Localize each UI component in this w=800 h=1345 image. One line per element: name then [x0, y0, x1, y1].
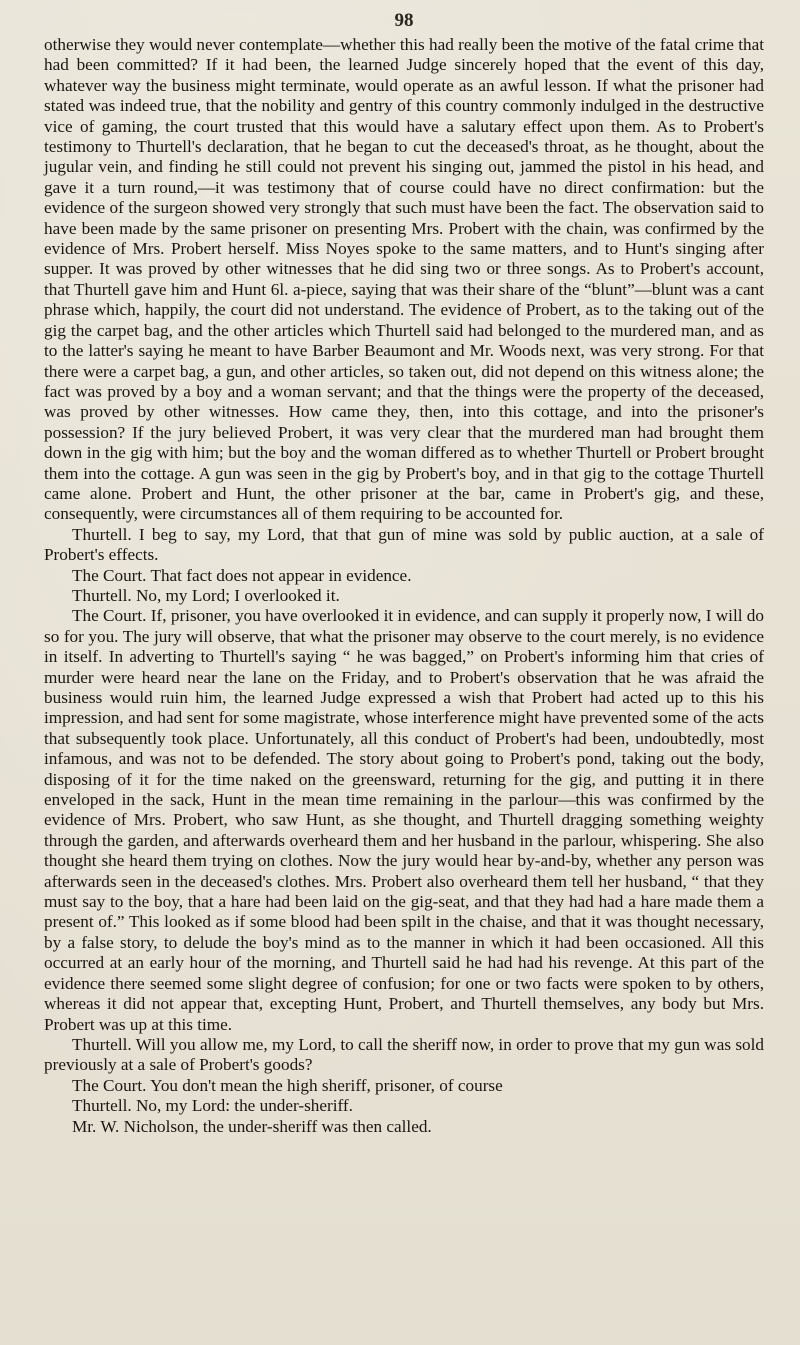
paragraph-1: otherwise they would never contemplate—whether this had really been the motive of the fatal crime that had been committed? If it had been, the learned Judge sincerely hoped that the event of this day, whatever way the business might terminate, would operate as an awful lesson. If what the prisoner had stated was indeed true, that the nobility and gentry of this country commonly indulged in the destructive vice of gaming, the court trusted that this would have a salutary effect upon them. As to Probert's testimony to Thurtell's declaration, that he began to cut the deceased's throat, as he thought, about the jugular vein, and finding he still could not prevent his singing out, jammed the pistol in his head, and gave it a turn round,—it was testimony that of course could have no direct confirmation: but the evidence of the surgeon showed very strongly that such must have been the fact. The observation said to have been made by the same prisoner on presenting Mrs. Probert with the chain, was confirmed by the evidence of Mrs. Probert herself. Miss Noyes spoke to the same matters, and to Hunt's singing after supper. It was proved by other witnesses that he did sing two or three songs. As to Probert's account, that Thurtell gave him and Hunt 6l. a-piece, saying that was their share of the “blunt”—blunt was a cant phrase which, happily, the court did not understand. The evidence of Probert, as to the taking out of the gig the carpet bag, and the other articles which Thurtell said had belonged to the murdered man, and as to the latter's saying he meant to have Barber Beaumont and Mr. Woods next, was very strong. For that there were a carpet bag, a gun, and other articles, so taken out, did not depend on this witness alone; the fact was proved by a boy and a woman servant; and that the things were the property of the deceased, was proved by other witnesses. How came they, then, into this cottage, and into the prisoner's possession? If the jury believed Probert, it was very clear that the murdered man had brought them down in the gig with him; but the boy and the woman differed as to whether Thurtell or Probert brought them into the cottage. A gun was seen in the gig by Probert's boy, and in that gig to the cottage Thurtell came alone. Probert and Hunt, the other prisoner at the bar, came in Probert's gig, and these, consequently, were circumstances all of them requiring to be accounted for. — [44, 35, 764, 524]
paragraph-3: The Court. That fact does not appear in evidence. — [72, 565, 412, 585]
paragraph-8: Thurtell. No, my Lord: the under-sheriff. — [72, 1096, 353, 1116]
paragraph-5: The Court. If, prisoner, you have overlooked it in evidence, and can supply it properly now, I will do so for you. The jury will observe, that what the prisoner may observe to the court merely, is no evidence in itself. In adverting to Thurtell's saying “ he was bagged,” on Probert's informing him that cries of murder were heard near the lane on the Friday, and to Probert's observation that he was afraid the business would ruin him, the learned Judge expressed a wish that Probert had acted up to this his impression, and had sent for some magistrate, whose interference might have prevented some of the acts that subsequently took place. Unfortunately, all this conduct of Probert's had been, undoubtedly, most infamous, and was not to be defended. The story about going to Probert's pond, taking out the body, disposing of it for the time naked on the greensward, returning for the gig, and putting it in there enveloped in the sack, Hunt in the mean time remaining in the parlour—this was confirmed by the evidence of Mrs. Probert, who saw Hunt, as she thought, and Thurtell dragging something weighty through the garden, and afterwards overheard them and her husband in the parlour, whispering. She also thought she heard them trying on clothes. Now the jury would hear by-and-by, whether any person was afterwards seen in the deceased's clothes. Mrs. Probert also overheard them tell her husband, “ that they must say to the boy, that a hare had been laid on the gig-seat, and that they had had a hare made them a present of.” This looked as if some blood had been spilt in the chaise, and that it was thought necessary, by a false story, to delude the boy's mind as to the manner in which it had been occasioned. All this occurred at an early hour of the morning, and Thurtell said he had had his revenge. At this part of the evidence there seemed some slight degree of confusion; for one or two facts were spoken to by others, whereas it did not appear that, excepting Hunt, Probert, and Thurtell themselves, any body but Mrs. Probert was up at this time. — [44, 606, 764, 1034]
paragraph-7: The Court. You don't mean the high sheriff, prisoner, of course — [72, 1075, 503, 1095]
paragraph-2: Thurtell. I beg to say, my Lord, that that gun of mine was sold by public auction, at a sale of Probert's effects. — [44, 524, 764, 565]
page-number: 98 — [394, 10, 414, 31]
body-text — [44, 35, 764, 1137]
paragraph-6: Thurtell. Will you allow me, my Lord, to call the sheriff now, in order to prove that my gun was sold previously at a sale of Probert's goods? — [44, 1034, 764, 1075]
paragraph-9: Mr. W. Nicholson, the under-sheriff was then called. — [72, 1116, 432, 1136]
paragraph-4: Thurtell. No, my Lord; I overlooked it. — [72, 585, 340, 605]
